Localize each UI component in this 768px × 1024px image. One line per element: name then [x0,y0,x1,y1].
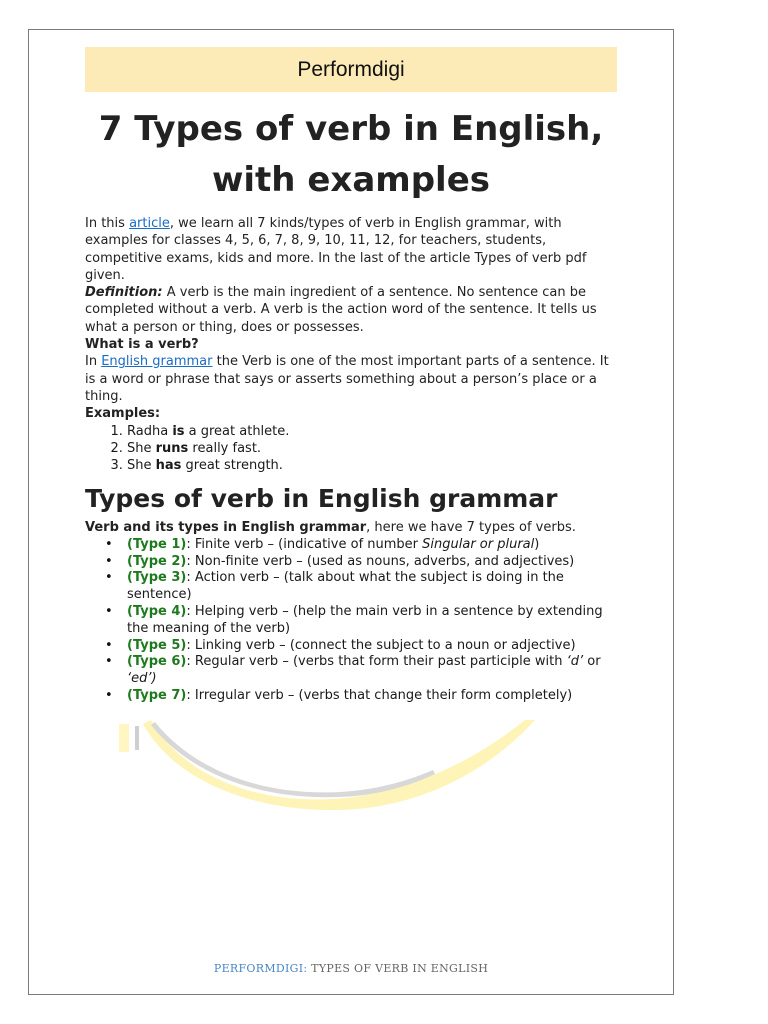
english-grammar-link[interactable]: English grammar [101,354,213,370]
types-intro-rest: , here we have 7 types of verbs. [366,520,576,536]
type-tail: or [583,654,601,670]
page-content [85,47,617,705]
example-verb: has [155,458,182,474]
type-label: (Type 7) [127,687,187,703]
type-text: : Finite verb – (indicative of number [186,536,423,552]
type-italic: ‘d’ [566,654,584,670]
type-item-3 [127,570,617,604]
footer-title: TYPES OF VERB IN ENGLISH [307,962,489,975]
example-post: great strength. [181,458,283,474]
page-footer [29,962,673,975]
type-italic-2: ‘ed’) [127,671,157,687]
type-text: : Regular verb – (verbs that form their past participle with [186,654,567,670]
example-pre: She [127,458,156,474]
type-item-2 [127,554,617,571]
example-post: a great athlete. [184,423,290,439]
example-item [127,457,617,474]
type-label: (Type 6) [127,654,187,670]
what-is-before: In [85,354,102,370]
document-page [28,29,674,995]
what-is-paragraph [85,353,617,405]
type-item-6 [127,654,617,688]
types-intro [85,519,617,536]
example-item [127,440,617,457]
definition-label: Definition: [85,285,163,301]
type-text: : Linking verb – (connect the subject to a noun or adjective) [186,637,576,653]
type-label: (Type 3) [127,570,187,586]
intro-before: In this [85,216,130,231]
types-section-heading: Types of verb in English grammar [85,484,558,514]
type-label: (Type 1) [127,536,187,552]
example-pre: She [127,440,156,456]
intro-after: , we learn all 7 kinds/types of verb in English grammar, with examples for classes 4, 5, 6, 7, 8, 9, 10, 11, 12, for teachers, students, competitive exams, kids and more. In the last of the article Types of verb pdf given. [85,216,587,283]
type-item-7 [127,688,617,705]
article-link[interactable]: article [129,216,170,231]
example-verb: is [172,423,185,439]
types-list [85,537,617,705]
definition-text: A verb is the main ingredient of a sentence. No sentence can be completed without a verb. A verb is the action word of the sentence. It tells us what a person or thing, does or possesses. [85,285,597,335]
example-post: really fast. [188,440,262,456]
examples-list [85,423,617,475]
type-label: (Type 5) [127,637,187,653]
what-is-after: the Verb is one of the most important parts of a sentence. It is a word or phrase that says or asserts something about a person’s place or a thing. [85,354,609,404]
what-is-heading: What is a verb? [85,337,199,353]
type-tail: ) [534,536,540,552]
type-item-4 [127,604,617,638]
type-text: : Irregular verb – (verbs that change their form completely) [186,687,573,703]
example-pre: Radha [127,423,173,439]
type-text: : Non-finite verb – (used as nouns, adverbs, and adjectives) [186,553,575,569]
type-item-5 [127,638,617,655]
example-verb: runs [155,440,189,456]
examples-heading: Examples: [85,406,161,422]
watermark-swoosh-icon [115,720,535,810]
type-text: : Helping verb – (help the main verb in a sentence by extending the meaning of the verb) [127,603,603,636]
banner-title: Performdigi [297,57,405,81]
type-item-1 [127,537,617,554]
definition-paragraph [85,284,617,336]
example-item [127,423,617,440]
footer-brand: PERFORMDIGI: [213,962,308,975]
intro-paragraph [85,215,617,284]
site-banner [85,47,617,92]
types-intro-bold: Verb and its types in English grammar [85,520,367,536]
type-italic: Singular or plural [422,536,535,552]
type-label: (Type 4) [127,603,187,619]
page-title: 7 Types of verb in English, with examples [98,109,604,200]
type-label: (Type 2) [127,553,187,569]
type-text: : Action verb – (talk about what the subject is doing in the sentence) [127,570,564,603]
